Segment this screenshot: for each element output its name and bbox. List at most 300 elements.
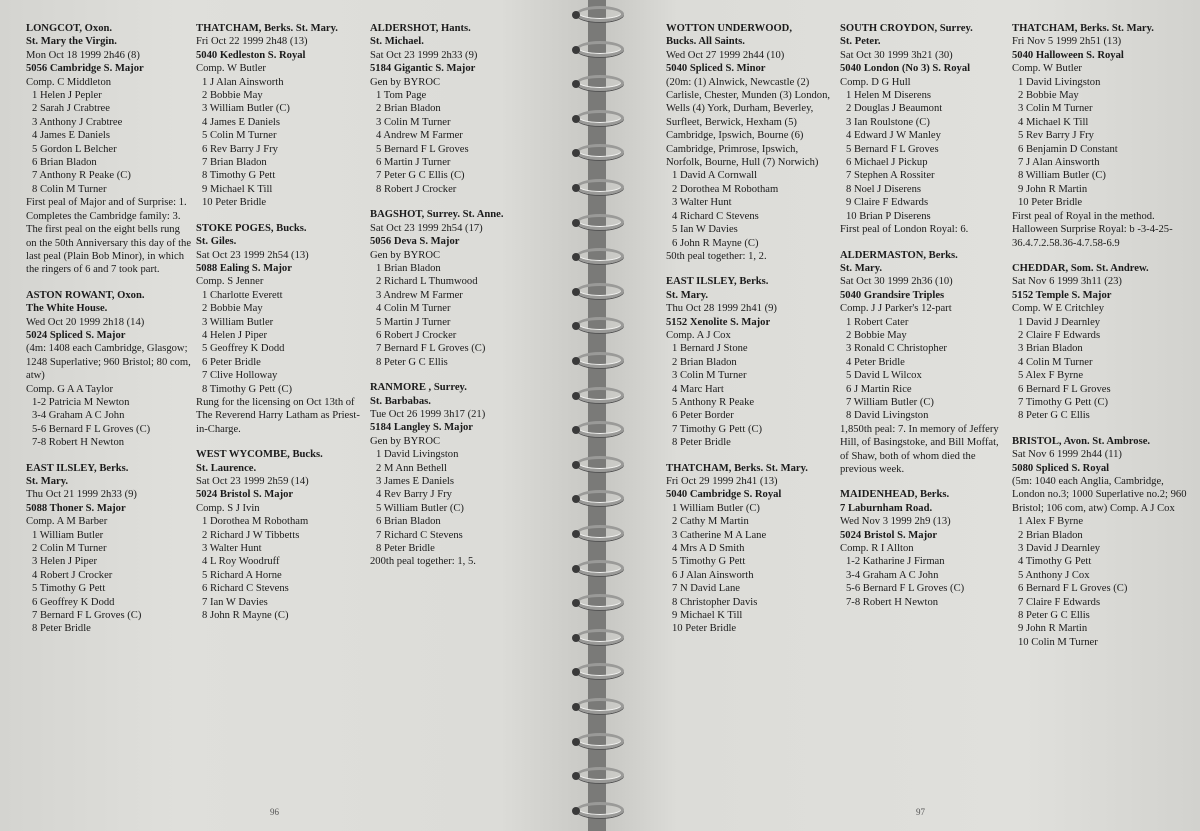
ringer-line: 3-4 Graham A C John xyxy=(846,569,939,581)
binding-ring xyxy=(576,663,624,679)
ringer-line: 4 Colin M Turner xyxy=(376,303,451,315)
binding-ring xyxy=(576,144,624,160)
peal-method: 5040 London (No 3) S. Royal xyxy=(840,63,971,75)
binding-ring xyxy=(576,456,624,472)
ringer-line: 8 Colin M Turner xyxy=(32,183,107,195)
peal-place: MAIDENHEAD, Berks. xyxy=(840,489,950,501)
punch-hole xyxy=(572,565,580,573)
punch-hole xyxy=(572,11,580,19)
peal-entry xyxy=(840,22,1010,237)
ringer-line: 3 Andrew M Farmer xyxy=(376,289,463,301)
punch-hole xyxy=(572,115,580,123)
ringer-line: 1 Tom Page xyxy=(376,90,427,102)
ringer-line: 6 Peter Border xyxy=(672,410,734,422)
peal-entry xyxy=(196,448,366,622)
peal-composer: Comp. S Jenner xyxy=(196,276,264,288)
ringer-line: 3 William Butler xyxy=(202,316,274,328)
peal-date: Wed Nov 3 1999 2h9 (13) xyxy=(840,516,951,528)
peal-place: ALDERMASTON, Berks. xyxy=(840,249,958,261)
ringer-line: 4 Mrs A D Smith xyxy=(672,543,745,555)
peal-entry xyxy=(1012,262,1192,423)
ringer-line: 9 Michael K Till xyxy=(672,610,743,622)
ringer-line: 3 Ian Roulstone (C) xyxy=(846,116,930,128)
peal-entry xyxy=(666,462,836,636)
ringer-line: 10 Peter Bridle xyxy=(1018,197,1083,209)
punch-hole xyxy=(572,357,580,365)
peal-entry xyxy=(26,462,192,636)
ringer-line: 2 Bobbie May xyxy=(846,329,907,341)
peal-method: 5024 Spliced S. Major xyxy=(26,329,126,341)
peal-method: 5040 Grandsire Triples xyxy=(840,289,945,301)
peal-date: Wed Oct 20 1999 2h18 (14) xyxy=(26,316,145,328)
peal-composer: Comp. C Middleton xyxy=(26,76,112,88)
peal-composer: Comp. W Butler xyxy=(196,63,266,75)
ringer-line: 3 James E Daniels xyxy=(376,476,454,487)
ringer-line: 3 Colin M Turner xyxy=(376,116,451,128)
peal-method-details: (4m: 1408 each Cambridge, Glasgow; 1248 Superlative; 960 Bristol; 80 com, atw) xyxy=(26,343,191,382)
peal-dedication: St. Mary the Virgin. xyxy=(26,36,117,48)
ringer-line: 9 Claire F Edwards xyxy=(846,197,929,209)
ringer-line: 3 David J Dearnley xyxy=(1018,543,1101,555)
ringer-line: 5 Geoffrey K Dodd xyxy=(202,343,285,355)
ringer-line: 2 Sarah J Crabtree xyxy=(32,103,110,115)
ringer-line: 7 Stephen A Rossiter xyxy=(846,170,935,182)
ringer-line: 5 Richard A Horne xyxy=(202,569,282,581)
ringer-line: 1 David J Dearnley xyxy=(1018,316,1101,328)
peal-place: ALDERSHOT, Hants. xyxy=(370,23,471,34)
ringer-line: 10 Brian P Diserens xyxy=(846,210,931,222)
peal-place: STOKE POGES, Bucks. xyxy=(196,222,307,234)
peal-method-details: (20m: (1) Alnwick, Newcastle (2) Carlisle, Chester, Munden (3) London, Wells (4) York, Durham, Beverley, Surfleet, Berwick, Hexham (5) Cambridge, Ipswich, Bourne (6) Cambridge, Primrose, Ipswich, Norfolk, Bourne, Hull (7) Norwich) xyxy=(666,76,831,169)
peal-entry xyxy=(666,275,836,449)
binding-ring xyxy=(576,560,624,576)
ringer-line: 4 Andrew M Farmer xyxy=(376,130,463,142)
ringer-line: 1 William Butler xyxy=(32,529,104,541)
peal-place: RANMORE , Surrey. xyxy=(370,382,467,394)
peal-date: Fri Oct 29 1999 2h41 (13) xyxy=(666,476,778,487)
ringer-line: 8 Robert J Crocker xyxy=(376,183,457,195)
peal-dedication: Bucks. All Saints. xyxy=(666,36,745,48)
peal-footnote: First peal of Royal in the method. Halloween Surprise Royal: b -3-4-25-36.4.7.2.58.36-4.7.58-6.9 xyxy=(1012,210,1173,249)
binding-ring xyxy=(576,733,624,749)
ringer-line: 2 Brian Bladon xyxy=(376,103,441,115)
ringer-line: 1-2 Katharine J Firman xyxy=(846,556,945,568)
peal-method: 5040 Kedleston S. Royal xyxy=(196,49,306,61)
peal-place: EAST ILSLEY, Berks. xyxy=(26,462,129,474)
ringer-line: 6 J Martin Rice xyxy=(846,383,912,395)
peal-composer: Comp. S J Ivin xyxy=(196,502,260,514)
peal-dedication: St. Giles. xyxy=(196,236,237,248)
peal-entry xyxy=(666,22,836,263)
peal-method: 5040 Halloween S. Royal xyxy=(1012,49,1124,61)
ringer-line: 5 Alex F Byrne xyxy=(1018,370,1084,382)
punch-hole xyxy=(572,530,580,538)
punch-hole xyxy=(572,46,580,54)
ringer-line: 5 William Butler (C) xyxy=(376,502,464,514)
ringer-line: 6 J Alan Ainsworth xyxy=(672,569,754,581)
ringer-line: 3 Brian Bladon xyxy=(1018,343,1083,355)
ringer-line: 1 Dorothea M Robotham xyxy=(202,516,309,528)
peal-footnote: First peal of London Royal: 6. xyxy=(840,224,969,236)
ringer-line: 1 Robert Cater xyxy=(846,316,909,328)
binding-ring xyxy=(576,248,624,264)
ringer-line: 5 Bernard F L Groves xyxy=(376,143,469,155)
peal-footnote: 50th peal together: 1, 2. xyxy=(666,250,767,262)
peal-place: THATCHAM, Berks. St. Mary. xyxy=(1012,23,1154,34)
peal-entry xyxy=(840,249,1010,477)
page-number-left: 96 xyxy=(270,807,279,817)
peal-method: 5088 Ealing S. Major xyxy=(196,262,292,274)
ringer-line: 3 Catherine M A Lane xyxy=(672,529,767,541)
ringer-line: 10 Peter Bridle xyxy=(672,623,737,635)
binding-ring xyxy=(576,110,624,126)
peal-date: Sat Nov 6 1999 3h11 (23) xyxy=(1012,276,1122,288)
punch-hole xyxy=(572,634,580,642)
ringer-line: 9 John R Martin xyxy=(1018,623,1088,635)
peal-method: 5040 Spliced S. Minor xyxy=(666,63,766,75)
ringer-line: 3 Walter Hunt xyxy=(672,197,732,209)
ringer-line: 1 Bernard J Stone xyxy=(672,343,748,355)
peal-method: 5056 Deva S. Major xyxy=(370,236,460,248)
ringer-line: 8 John R Mayne (C) xyxy=(202,610,289,622)
left-page xyxy=(0,0,588,831)
ringer-line: 5 Colin M Turner xyxy=(202,130,277,142)
ringer-line: 8 David Livingston xyxy=(846,410,929,422)
ringer-line: 10 Peter Bridle xyxy=(202,197,267,209)
ringer-line: 5 David L Wilcox xyxy=(846,370,922,382)
ringer-line: 7 N David Lane xyxy=(672,583,740,595)
ringer-line: 7 Timothy G Pett (C) xyxy=(1018,396,1109,408)
column-3 xyxy=(370,22,550,581)
punch-hole xyxy=(572,703,580,711)
peal-dedication: St. Mary. xyxy=(26,476,69,487)
ringer-line: 4 Peter Bridle xyxy=(846,356,905,368)
peal-footnote: Rung for the licensing on Oct 13th of The Reverend Harry Latham as Priest-in-Charge. xyxy=(196,396,360,435)
ringer-line: 4 Timothy G Pett xyxy=(1018,556,1092,568)
peal-date: Sat Nov 6 1999 2h44 (11) xyxy=(1012,449,1122,461)
peal-place: CHEDDAR, Som. St. Andrew. xyxy=(1012,262,1149,274)
peal-date: Sat Oct 23 1999 2h33 (9) xyxy=(370,49,478,61)
ringer-line: 7 Richard C Stevens xyxy=(376,529,463,541)
punch-hole xyxy=(572,392,580,400)
ringer-line: 8 William Butler (C) xyxy=(1018,170,1106,182)
binding-ring xyxy=(576,802,624,818)
peal-composer: Comp. J J Parker's 12-part xyxy=(840,303,952,315)
peal-entry xyxy=(196,222,366,437)
peal-date: Sat Oct 30 1999 3h21 (30) xyxy=(840,49,953,61)
peal-composer: Comp. A M Barber xyxy=(26,516,108,528)
ringer-line: 10 Colin M Turner xyxy=(1018,636,1098,648)
ringer-line: 2 Brian Bladon xyxy=(672,356,737,368)
ringer-line: 7 Bernard F L Groves (C) xyxy=(376,343,486,355)
binding-ring xyxy=(576,283,624,299)
ringer-line: 1 David A Cornwall xyxy=(672,170,758,182)
ringer-line: 8 Peter G C Ellis xyxy=(1018,410,1090,422)
ringer-line: 6 Martin J Turner xyxy=(376,157,451,169)
column-4 xyxy=(666,22,836,648)
peal-place: WEST WYCOMBE, Bucks. xyxy=(196,449,323,461)
ringer-line: 7 Clive Holloway xyxy=(202,370,278,382)
peal-place: SOUTH CROYDON, Surrey. xyxy=(840,23,973,34)
peal-composer: Comp. G A A Taylor xyxy=(26,383,114,395)
peal-dedication: 7 Laburnham Road. xyxy=(840,502,933,514)
peal-composer: Comp. W Butler xyxy=(1012,63,1082,75)
binding-ring xyxy=(576,75,624,91)
ringer-line: 5 Timothy G Pett xyxy=(672,556,746,568)
ringer-line: 7 Peter G C Ellis (C) xyxy=(376,170,465,182)
peal-date: Fri Nov 5 1999 2h51 (13) xyxy=(1012,36,1122,48)
binding-ring xyxy=(576,767,624,783)
ringer-line: 8 Peter Bridle xyxy=(376,543,435,555)
peal-place: ASTON ROWANT, Oxon. xyxy=(26,289,145,301)
punch-hole xyxy=(572,738,580,746)
peal-dedication: St. Barbabas. xyxy=(370,395,431,407)
binding-ring xyxy=(576,6,624,22)
ringer-line: 3 Ronald C Christopher xyxy=(846,343,947,355)
peal-method: 5152 Temple S. Major xyxy=(1012,289,1112,301)
ringer-line: 2 M Ann Bethell xyxy=(376,462,447,474)
punch-hole xyxy=(572,461,580,469)
peal-dedication: St. Mary. xyxy=(840,262,883,274)
ringer-line: 3 Colin M Turner xyxy=(672,370,747,382)
peal-dedication: St. Mary. xyxy=(666,289,709,301)
ringer-line: 1 David Livingston xyxy=(376,449,459,461)
ringer-line: 8 Noel J Diserens xyxy=(846,183,922,195)
peal-entry xyxy=(840,488,1010,609)
peal-entry xyxy=(1012,22,1192,250)
ringer-line: 4 Edward J W Manley xyxy=(846,130,941,142)
peal-dedication: St. Laurence. xyxy=(196,462,257,474)
peal-footnote: 200th peal together: 1, 5. xyxy=(370,556,476,568)
ringer-line: 2 Brian Bladon xyxy=(1018,529,1083,541)
ringer-line: 8 Timothy G Pett (C) xyxy=(202,383,293,395)
column-1 xyxy=(26,22,192,648)
peal-footnote: 1,850th peal: 7. In memory of Jeffery Hill, of Basingstoke, and Bill Moffat, of Shaw, both of whom died the previous week. xyxy=(840,423,999,475)
peal-method-details: (5m: 1040 each Anglia, Cambridge, London no.3; 1000 Superlative no.2; 960 Bristol; 106 com, atw) Comp. A J Cox xyxy=(1012,476,1187,514)
ringer-line: 6 Bernard F L Groves xyxy=(1018,383,1111,395)
peal-entry xyxy=(370,22,550,196)
ringer-line: 7 Claire F Edwards xyxy=(1018,596,1101,608)
ringer-line: 4 Richard C Stevens xyxy=(672,210,759,222)
column-2 xyxy=(196,22,366,634)
ringer-line: 4 Michael K Till xyxy=(1018,116,1089,128)
ringer-line: 3 Anthony J Crabtree xyxy=(32,116,123,128)
peal-method: 5184 Gigantic S. Major xyxy=(370,63,476,75)
ringer-line: 6 Peter Bridle xyxy=(202,356,261,368)
binding-ring xyxy=(576,629,624,645)
ringer-line: 2 Richard L Thumwood xyxy=(376,276,478,288)
ringer-line: 3-4 Graham A C John xyxy=(32,410,125,422)
column-6 xyxy=(1012,22,1192,661)
peal-method: 5184 Langley S. Major xyxy=(370,422,473,434)
ringer-line: 6 Richard C Stevens xyxy=(202,583,289,595)
ringer-line: 5 Anthony J Cox xyxy=(1018,569,1090,581)
peal-entry xyxy=(1012,435,1192,650)
ringer-line: 7 Brian Bladon xyxy=(202,157,267,169)
ringer-line: 1 William Butler (C) xyxy=(672,502,760,514)
ringer-line: 8 Timothy G Pett xyxy=(202,170,276,182)
punch-hole xyxy=(572,184,580,192)
peal-date: Sat Oct 23 1999 2h54 (13) xyxy=(196,249,309,261)
binding-ring xyxy=(576,698,624,714)
ringer-line: 5-6 Bernard F L Groves (C) xyxy=(32,423,151,435)
ringer-line: 2 Cathy M Martin xyxy=(672,516,749,528)
column-5 xyxy=(840,22,1010,621)
peal-place: EAST ILSLEY, Berks. xyxy=(666,276,769,288)
ringer-line: 7 Anthony R Peake (C) xyxy=(32,170,131,182)
ringer-line: 7-8 Robert H Newton xyxy=(32,437,125,449)
peal-date: Wed Oct 27 1999 2h44 (10) xyxy=(666,49,785,61)
ringer-line: 6 Rev Barry J Fry xyxy=(202,143,278,155)
peal-footnote: First peal of Major and of Surprise: 1. Completes the Cambridge family: 3. The first peal on the eight bells rung on the 50th Anniversary this day of the last peal (Plain Bob Minor), in which the ringers of 6 and 7 took part. xyxy=(26,197,192,276)
peal-composer: Gen by BYROC xyxy=(370,76,441,88)
ringer-line: 5 Timothy G Pett xyxy=(32,583,106,595)
ringer-line: 4 James E Daniels xyxy=(202,116,280,128)
ringer-line: 1 Charlotte Everett xyxy=(202,289,283,301)
ringer-line: 5 Martin J Turner xyxy=(376,316,451,328)
ringer-line: 5 Gordon L Belcher xyxy=(32,143,117,155)
ringer-line: 4 James E Daniels xyxy=(32,130,110,142)
ringer-line: 8 Peter Bridle xyxy=(32,623,91,635)
ringer-line: 4 Helen J Piper xyxy=(202,329,268,341)
binding-ring xyxy=(576,41,624,57)
peal-entry xyxy=(370,381,550,569)
binding-ring xyxy=(576,421,624,437)
page-number-right: 97 xyxy=(916,807,925,817)
peal-entry xyxy=(26,289,192,450)
peal-composer: Gen by BYROC xyxy=(370,249,441,261)
ringer-line: 1 Helen M Diserens xyxy=(846,90,932,102)
punch-hole xyxy=(572,288,580,296)
ringer-line: 7-8 Robert H Newton xyxy=(846,596,939,608)
spiral-binding xyxy=(570,0,630,831)
peal-entry xyxy=(196,22,366,210)
ringer-line: 1 Brian Bladon xyxy=(376,262,441,274)
ringer-line: 4 Robert J Crocker xyxy=(32,569,113,581)
ringer-line: 7 J Alan Ainsworth xyxy=(1018,157,1100,169)
ringer-line: 4 Marc Hart xyxy=(672,383,724,395)
ringer-line: 2 Richard J W Tibbetts xyxy=(202,529,300,541)
ringer-line: 9 John R Martin xyxy=(1018,183,1088,195)
peal-date: Sat Oct 23 1999 2h54 (17) xyxy=(370,222,483,234)
peal-method: 5080 Spliced S. Royal xyxy=(1012,462,1110,474)
binding-ring xyxy=(576,525,624,541)
ringer-line: 6 Geoffrey K Dodd xyxy=(32,596,115,608)
ringer-line: 9 Michael K Till xyxy=(202,183,273,195)
peal-place: BRISTOL, Avon. St. Ambrose. xyxy=(1012,435,1151,447)
ringer-line: 5-6 Bernard F L Groves (C) xyxy=(846,583,965,595)
peal-place: THATCHAM, Berks. St. Mary. xyxy=(666,462,808,474)
ringer-line: 7 Ian W Davies xyxy=(202,596,268,608)
ringer-line: 6 Brian Bladon xyxy=(376,516,441,528)
ringer-line: 3 William Butler (C) xyxy=(202,103,290,115)
ringer-line: 4 L Roy Woodruff xyxy=(202,556,280,568)
peal-date: Sat Oct 30 1999 2h36 (10) xyxy=(840,276,953,288)
peal-date: Sat Oct 23 1999 2h59 (14) xyxy=(196,476,309,487)
binding-ring xyxy=(576,214,624,230)
ringer-line: 8 Peter G C Ellis xyxy=(1018,610,1090,622)
punch-hole xyxy=(572,807,580,815)
ringer-line: 2 Claire F Edwards xyxy=(1018,329,1101,341)
ringer-line: 7 Bernard F L Groves (C) xyxy=(32,610,142,622)
peal-date: Mon Oct 18 1999 2h46 (8) xyxy=(26,49,140,61)
ringer-line: 2 Dorothea M Robotham xyxy=(672,183,779,195)
ringer-line: 6 Michael J Pickup xyxy=(846,157,928,169)
ringer-line: 4 Rev Barry J Fry xyxy=(376,489,452,501)
peal-date: Thu Oct 21 1999 2h33 (9) xyxy=(26,489,137,501)
punch-hole xyxy=(572,219,580,227)
ringer-line: 2 Bobbie May xyxy=(1018,90,1079,102)
ringer-line: 6 John R Mayne (C) xyxy=(672,237,759,249)
peal-method: 5152 Xenolite S. Major xyxy=(666,316,771,328)
ringer-line: 5 Anthony R Peake xyxy=(672,396,755,408)
ringer-line: 2 Bobbie May xyxy=(202,90,263,102)
ringer-line: 3 Walter Hunt xyxy=(202,543,262,555)
peal-method: 5088 Thoner S. Major xyxy=(26,502,126,514)
ringer-line: 1 Alex F Byrne xyxy=(1018,516,1084,528)
peal-dedication: St. Peter. xyxy=(840,36,881,48)
binding-ring xyxy=(576,352,624,368)
ringer-line: 6 Robert J Crocker xyxy=(376,329,457,341)
peal-date: Thu Oct 28 1999 2h41 (9) xyxy=(666,303,777,315)
peal-date: Tue Oct 26 1999 3h17 (21) xyxy=(370,408,486,420)
binding-ring xyxy=(576,490,624,506)
ringer-line: 1 David Livingston xyxy=(1018,76,1101,88)
peal-composer: Comp. D G Hull xyxy=(840,76,911,88)
ringer-line: 2 Bobbie May xyxy=(202,303,263,315)
ringer-line: 5 Bernard F L Groves xyxy=(846,143,939,155)
ringer-line: 6 Bernard F L Groves (C) xyxy=(1018,583,1128,595)
peal-composer: Comp. A J Cox xyxy=(666,329,731,341)
ringer-line: 3 Colin M Turner xyxy=(1018,103,1093,115)
ringer-line: 7 William Butler (C) xyxy=(846,396,934,408)
ringer-line: 5 Ian W Davies xyxy=(672,224,738,236)
peal-entry xyxy=(26,22,192,277)
peal-place: THATCHAM, Berks. St. Mary. xyxy=(196,23,338,34)
ringer-line: 2 Douglas J Beaumont xyxy=(846,103,943,115)
binding-ring xyxy=(576,594,624,610)
ringer-line: 3 Helen J Piper xyxy=(32,556,98,568)
ringer-line: 1 J Alan Ainsworth xyxy=(202,76,284,88)
ringer-line: 1 Helen J Pepler xyxy=(32,90,102,102)
ringer-line: 8 Peter G C Ellis xyxy=(376,356,448,368)
binding-ring xyxy=(576,179,624,195)
right-page xyxy=(606,0,1200,831)
peal-entry xyxy=(370,208,550,369)
ringer-line: 1-2 Patricia M Newton xyxy=(32,396,130,408)
ringer-line: 2 Colin M Turner xyxy=(32,543,107,555)
binding-ring xyxy=(576,317,624,333)
ringer-line: 4 Colin M Turner xyxy=(1018,356,1093,368)
peal-method: 5040 Cambridge S. Royal xyxy=(666,489,782,501)
ringer-line: 6 Brian Bladon xyxy=(32,157,97,169)
peal-place: LONGCOT, Oxon. xyxy=(26,23,113,34)
peal-place: BAGSHOT, Surrey. St. Anne. xyxy=(370,209,504,221)
peal-method: 5056 Cambridge S. Major xyxy=(26,63,144,75)
binding-ring xyxy=(576,387,624,403)
ringer-line: 6 Benjamin D Constant xyxy=(1018,143,1118,155)
peal-composer: Comp. R I Allton xyxy=(840,543,914,555)
peal-place: WOTTON UNDERWOOD, xyxy=(666,23,792,34)
peal-dedication: St. Michael. xyxy=(370,36,424,48)
ringer-line: 7 Timothy G Pett (C) xyxy=(672,423,763,435)
ringer-line: 5 Rev Barry J Fry xyxy=(1018,130,1094,142)
peal-composer: Comp. W E Critchley xyxy=(1012,303,1105,315)
peal-composer: Gen by BYROC xyxy=(370,435,441,447)
ringer-line: 8 Peter Bridle xyxy=(672,437,731,449)
peal-dedication: The White House. xyxy=(26,303,108,315)
peal-date: Fri Oct 22 1999 2h48 (13) xyxy=(196,36,308,48)
